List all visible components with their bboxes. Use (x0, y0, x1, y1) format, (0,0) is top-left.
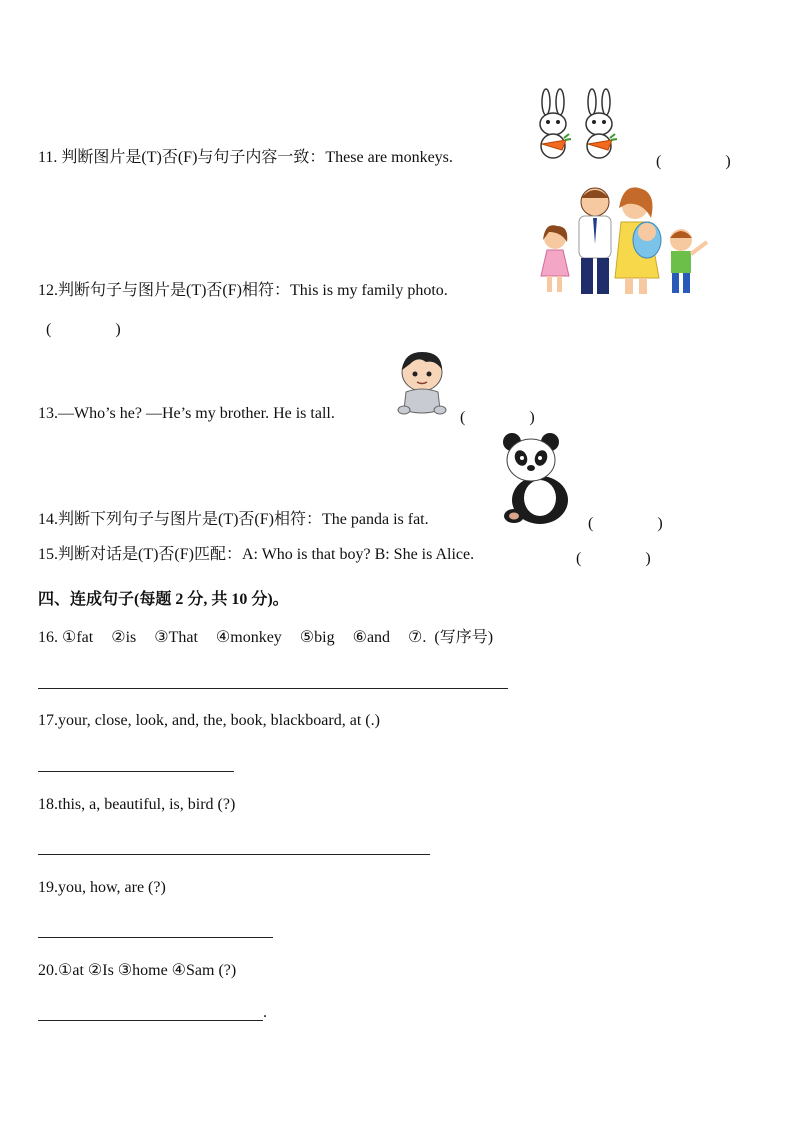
end-period: . (263, 1004, 267, 1021)
panda-icon (500, 432, 576, 531)
answer-paren-14[interactable]: ( ) (588, 515, 663, 532)
option-1: ①fat (62, 629, 94, 646)
family-icon (535, 182, 713, 303)
option-5: ⑤big (299, 629, 335, 646)
question-number: 16. (38, 629, 58, 646)
answer-line-17[interactable] (38, 771, 234, 772)
question-11: 11. 判断图片是(T)否(F)与句子内容一致：These are monkeys. (38, 149, 453, 166)
answer-line-19[interactable] (38, 937, 273, 938)
instruction-note: (写序号) (434, 629, 494, 646)
question-16 (38, 628, 493, 648)
question-12: 12.判断句子与图片是(T)否(F)相符：This is my family photo. (38, 282, 448, 299)
answer-paren-11[interactable]: ( ) (656, 153, 731, 170)
answer-line-16[interactable] (38, 688, 508, 689)
answer-paren-12[interactable]: ( ) (46, 321, 121, 338)
section-heading: 四、连成句子(每题 2 分, 共 10 分)。 (38, 591, 289, 608)
question-15: 15.判断对话是(T)否(F)匹配：A: Who is that boy? B: She is Alice. (38, 546, 475, 563)
answer-paren-13[interactable]: ( ) (460, 409, 535, 426)
question-18: 18.this, a, beautiful, is, bird (?) (38, 796, 236, 813)
question-20: 20.①at ②Is ③home ④Sam (?) (38, 962, 237, 979)
question-13: 13.—Who’s he? —He’s my brother. He is tall. (38, 405, 335, 422)
option-2: ②is (111, 629, 137, 646)
baby-boy-icon (396, 350, 448, 423)
answer-line-18[interactable] (38, 854, 430, 855)
answer-paren-15[interactable]: ( ) (576, 550, 651, 567)
option-4: ④monkey (215, 629, 282, 646)
option-6: ⑥and (352, 629, 391, 646)
question-17: 17.your, close, look, and, the, book, blackboard, at (.) (38, 712, 380, 729)
option-7: ⑦. (408, 629, 427, 646)
rabbit-icon (532, 88, 628, 167)
answer-line-20[interactable] (38, 1020, 263, 1021)
option-3: ③That (154, 629, 198, 646)
question-14: 14.判断下列句子与图片是(T)否(F)相符：The panda is fat. (38, 511, 429, 528)
question-19: 19.you, how, are (?) (38, 879, 166, 896)
